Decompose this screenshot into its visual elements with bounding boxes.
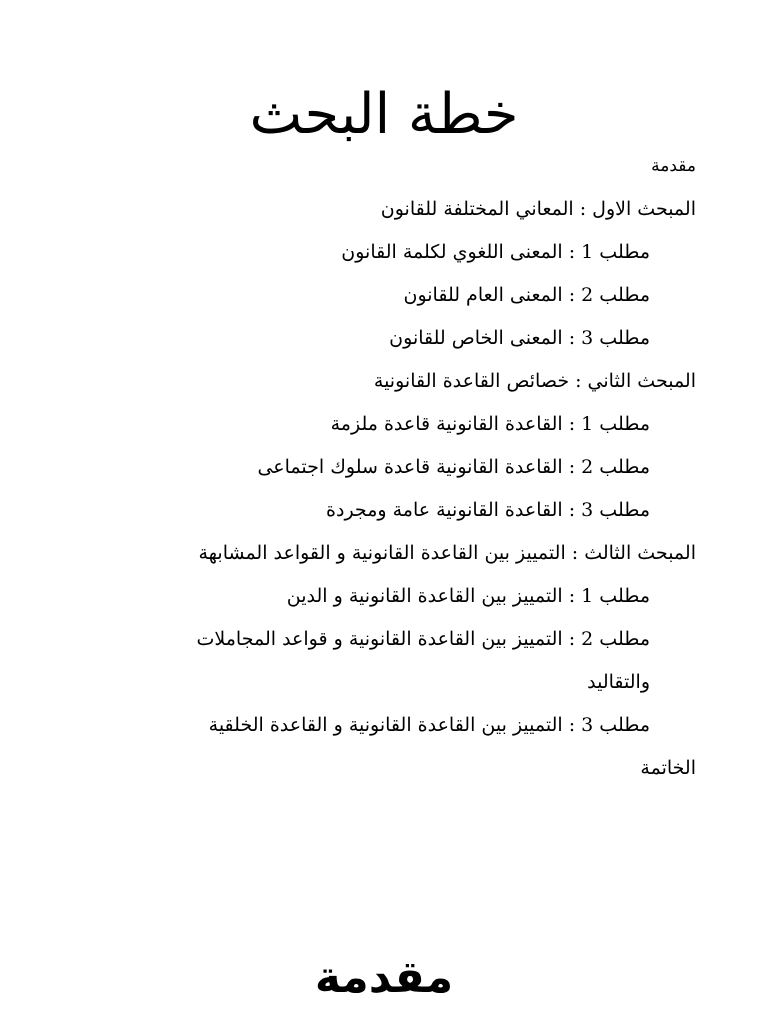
- chapter-3-item-2: مطلب 2 : التمييز بين القاعدة القانونية و قواعد المجاملات والتقاليد: [196, 628, 650, 693]
- outline-intro: مقدمة: [651, 156, 696, 176]
- research-outline: [196, 145, 696, 790]
- intro-section-heading: مقدمة: [314, 952, 454, 1003]
- chapter-2-item-3: مطلب 3 : القاعدة القانونية عامة ومجردة: [326, 499, 650, 521]
- chapter-3-item-1: مطلب 1 : التمييز بين القاعدة القانونية و الدين: [286, 585, 650, 607]
- chapter-1-heading: المبحث الاول : المعاني المختلفة للقانون: [380, 198, 696, 220]
- chapter-3-heading: المبحث الثالث : التمييز بين القاعدة القانونية و القواعد المشابهة: [198, 542, 696, 564]
- chapter-2-item-1: مطلب 1 : القاعدة القانونية قاعدة ملزمة: [330, 413, 650, 435]
- chapter-2-heading: المبحث الثاني : خصائص القاعدة القانونية: [373, 370, 696, 392]
- chapter-1-item-1: مطلب 1 : المعنى اللغوي لكلمة القانون: [341, 241, 650, 263]
- chapter-2-item-2: مطلب 2 : القاعدة القانونية قاعدة سلوك اجتماعى: [257, 456, 650, 478]
- outline-conclusion: الخاتمة: [640, 757, 696, 779]
- document-title: خطة البحث: [249, 82, 519, 147]
- chapter-3-item-3: مطلب 3 : التمييز بين القاعدة القانونية و القاعدة الخلقية: [208, 714, 650, 736]
- chapter-1-item-2: مطلب 2 : المعنى العام للقانون: [403, 284, 650, 306]
- chapter-1-item-3: مطلب 3 : المعنى الخاص للقانون: [389, 327, 650, 349]
